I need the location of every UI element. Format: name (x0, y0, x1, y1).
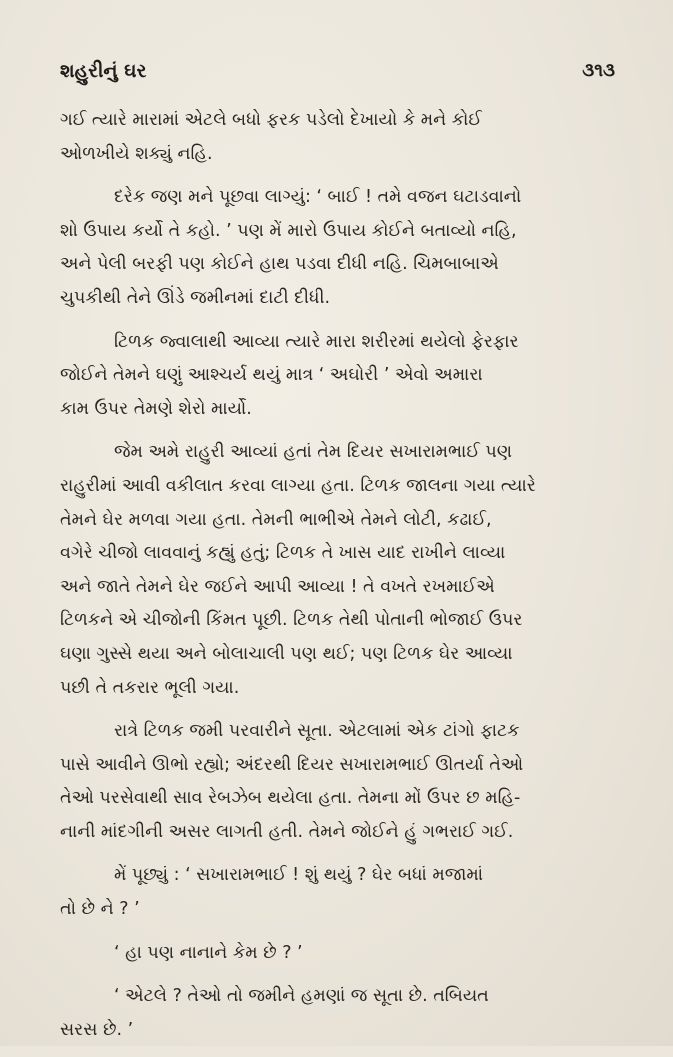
text-line: રાત્રે ટિળક જમી પરવારીને સૂતા. એટલામાં એક ટાંગો ફાટક (114, 721, 520, 742)
text-line: જેમ અમે રાહુરી આવ્યાં હતાં તેમ દિયર સખારામભાઈ પણ (114, 442, 513, 463)
text-line: ઓળખીયે શક્યું નહિ. (60, 143, 213, 164)
text-line: તો છે ને ? ’ (60, 899, 140, 920)
text-line: સરસ છે. ’ (60, 1019, 134, 1040)
paragraph (60, 980, 620, 1047)
text-line: નાની માંદગીની અસર લાગતી હતી. તેમને જોઈને હું ગભરાઈ ગઈ. (60, 821, 514, 842)
paragraph (60, 326, 620, 427)
page-header (60, 60, 615, 90)
paragraph (60, 436, 620, 705)
text-line: શો ઉપાય કર્યો તે કહો. ’ પણ મેં મારો ઉપાય કોઈને બતાવ્યો નહિ, (60, 220, 517, 241)
text-line: ગઈ ત્યારે મારામાં એટલે બધો ફરક પડેલો દેખાયો કે મને કોઈ (60, 110, 482, 130)
body-text (60, 104, 620, 1057)
paragraph (60, 104, 620, 171)
text-line: રાહુરીમાં આવી વકીલાત કરવા લાગ્યા હતા. ટિળક જાલના ગયા ત્યારે (60, 475, 536, 496)
text-line: ‘ હા પણ નાનાને કેમ છે ? ’ (114, 942, 303, 963)
text-line: અને પેલી બરફી પણ કોઈને હાથ પડવા દીધી નહિ. ચિમબાબાએ (60, 254, 499, 275)
text-line: પાસે આવીને ઊભો રહ્યો; અંદરથી દિયર સખારામભાઈ ઊતર્યા તેઓ (60, 754, 524, 775)
text-line: ‘ એટલે ? તેઓ તો જમીને હમણાં જ સૂતા છે. તબિયત (114, 986, 489, 1007)
text-line: અને જાતે તેમને ઘેર જઈને આપી આવ્યા ! તે વખતે રખમાઈએ (60, 576, 495, 597)
text-line: દરેક જણ મને પૂછવા લાગ્યું: ‘ બાઈ ! તમે વજન ઘટાડવાનો (114, 187, 522, 208)
text-line: ચુપકીથી તેને ઊંડે જમીનમાં દાટી દીધી. (60, 287, 331, 308)
running-head: શહુરીનું ઘર (60, 60, 147, 82)
text-line: ટિળક જ્વાલાથી આવ્યા ત્યારે મારા શરીરમાં થયેલો ફેરફાર (114, 331, 519, 352)
text-line: વગેરે ચીજો લાવવાનું કહ્યું હતું; ટિળક તે ખાસ યાદ રાખીને લાવ્યા (60, 543, 506, 564)
paragraph (60, 859, 620, 926)
text-line: ઘણા ગુસ્સે થયા અને બોલાચાલી પણ થઈ; પણ ટિળક ઘેર આવ્યા (60, 643, 513, 664)
page-number: ૩૧૩ (582, 60, 615, 81)
paragraph (60, 715, 620, 849)
paragraph (60, 181, 620, 315)
text-line: ટિળકને એ ચીજોની કિંમત પૂછી. ટિળક તેથી પોતાની ભોજાઈ ઉપર (60, 610, 523, 631)
text-line: પછી તે તકરાર ભૂલી ગયા. (60, 677, 240, 698)
text-line: મેં પૂછ્યું : ‘ સખારામભાઈ ! શું થયું ? ઘેર બધાં મજામાં (114, 865, 483, 886)
text-line: તેમને ઘેર મળવા ગયા હતા. તેમની ભાભીએ તેમને લોટી, કઢાઈ, (60, 509, 492, 530)
paragraph (60, 937, 620, 971)
text-line: તેઓ પરસેવાથી સાવ રેબઝેબ થયેલા હતા. તેમના મોં ઉપર છ મહિ- (60, 788, 521, 809)
text-line: જોઈને તેમને ઘણું આશ્ચર્ય થયું માત્ર ‘ અઘોરી ’ એવો અમારા (60, 365, 483, 386)
text-line: કામ ઉપર તેમણે શેરો માર્યો. (60, 398, 252, 419)
